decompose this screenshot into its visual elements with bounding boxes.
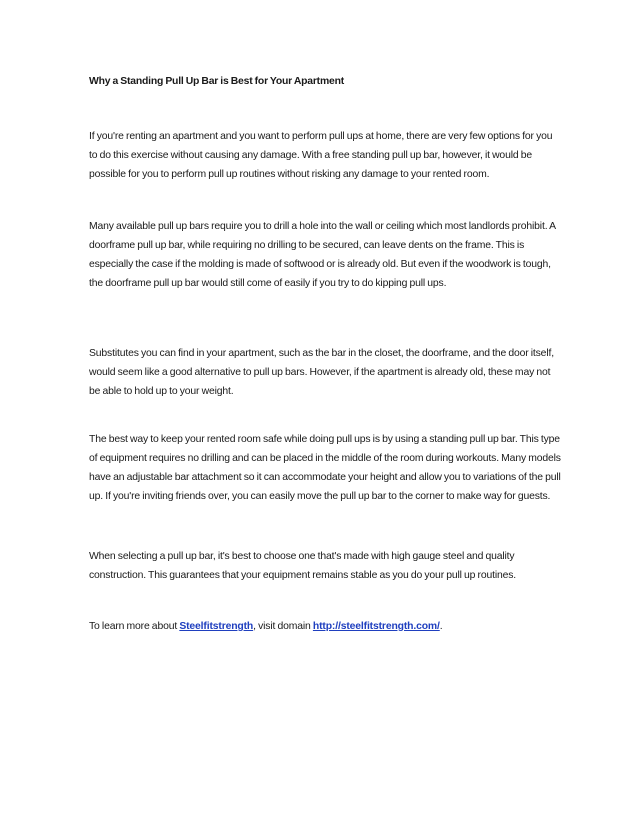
closing-prefix: To learn more about (89, 621, 180, 632)
document-title: Why a Standing Pull Up Bar is Best for Your Apartment (89, 76, 344, 87)
paragraph-4: The best way to keep your rented room safe while doing pull ups is by using a standing pull up bar. This type of equipment requires no drilling and can be placed in the middle of the room during workouts. Many models have an adjustable bar attachment so it can accommodate your height and allow you to variations of the pull up. If you're inviting friends over, you can easily move the pull up bar to the corner to make way for guests. (89, 434, 561, 502)
paragraph-2: Many available pull up bars require you to drill a hole into the wall or ceiling which most landlords prohibit. A doorframe pull up bar, while requiring no drilling to be secured, can leave dents on the frame. This is especially the case if the molding is made of softwood or is already old. But even if the woodwork is tough, the doorframe pull up bar would still come of easily if you try to do kipping pull ups. (89, 221, 556, 289)
closing-paragraph (89, 617, 561, 636)
paragraph-3: Substitutes you can find in your apartment, such as the bar in the closet, the doorframe, and the door itself, would seem like a good alternative to pull up bars. However, if the apartment is already old, these may not be able to hold up to your weight. (89, 348, 554, 397)
steelfitstrength-link[interactable]: Steelfitstrength (179, 621, 254, 632)
closing-middle: , visit domain (253, 621, 313, 632)
paragraph-5: When selecting a pull up bar, it's best to choose one that's made with high gauge steel and quality construction. This guarantees that your equipment remains stable as you do your pull up routines. (89, 551, 517, 581)
domain-link[interactable]: http://steelfitstrength.com/ (312, 621, 440, 632)
closing-suffix: . (439, 621, 443, 632)
document-body (89, 72, 561, 632)
paragraph-1: If you're renting an apartment and you want to perform pull ups at home, there are very few options for you to do this exercise without causing any damage. With a free standing pull up bar, however, it would be possible for you to perform pull up routines without risking any damage to your rented room. (89, 131, 553, 180)
